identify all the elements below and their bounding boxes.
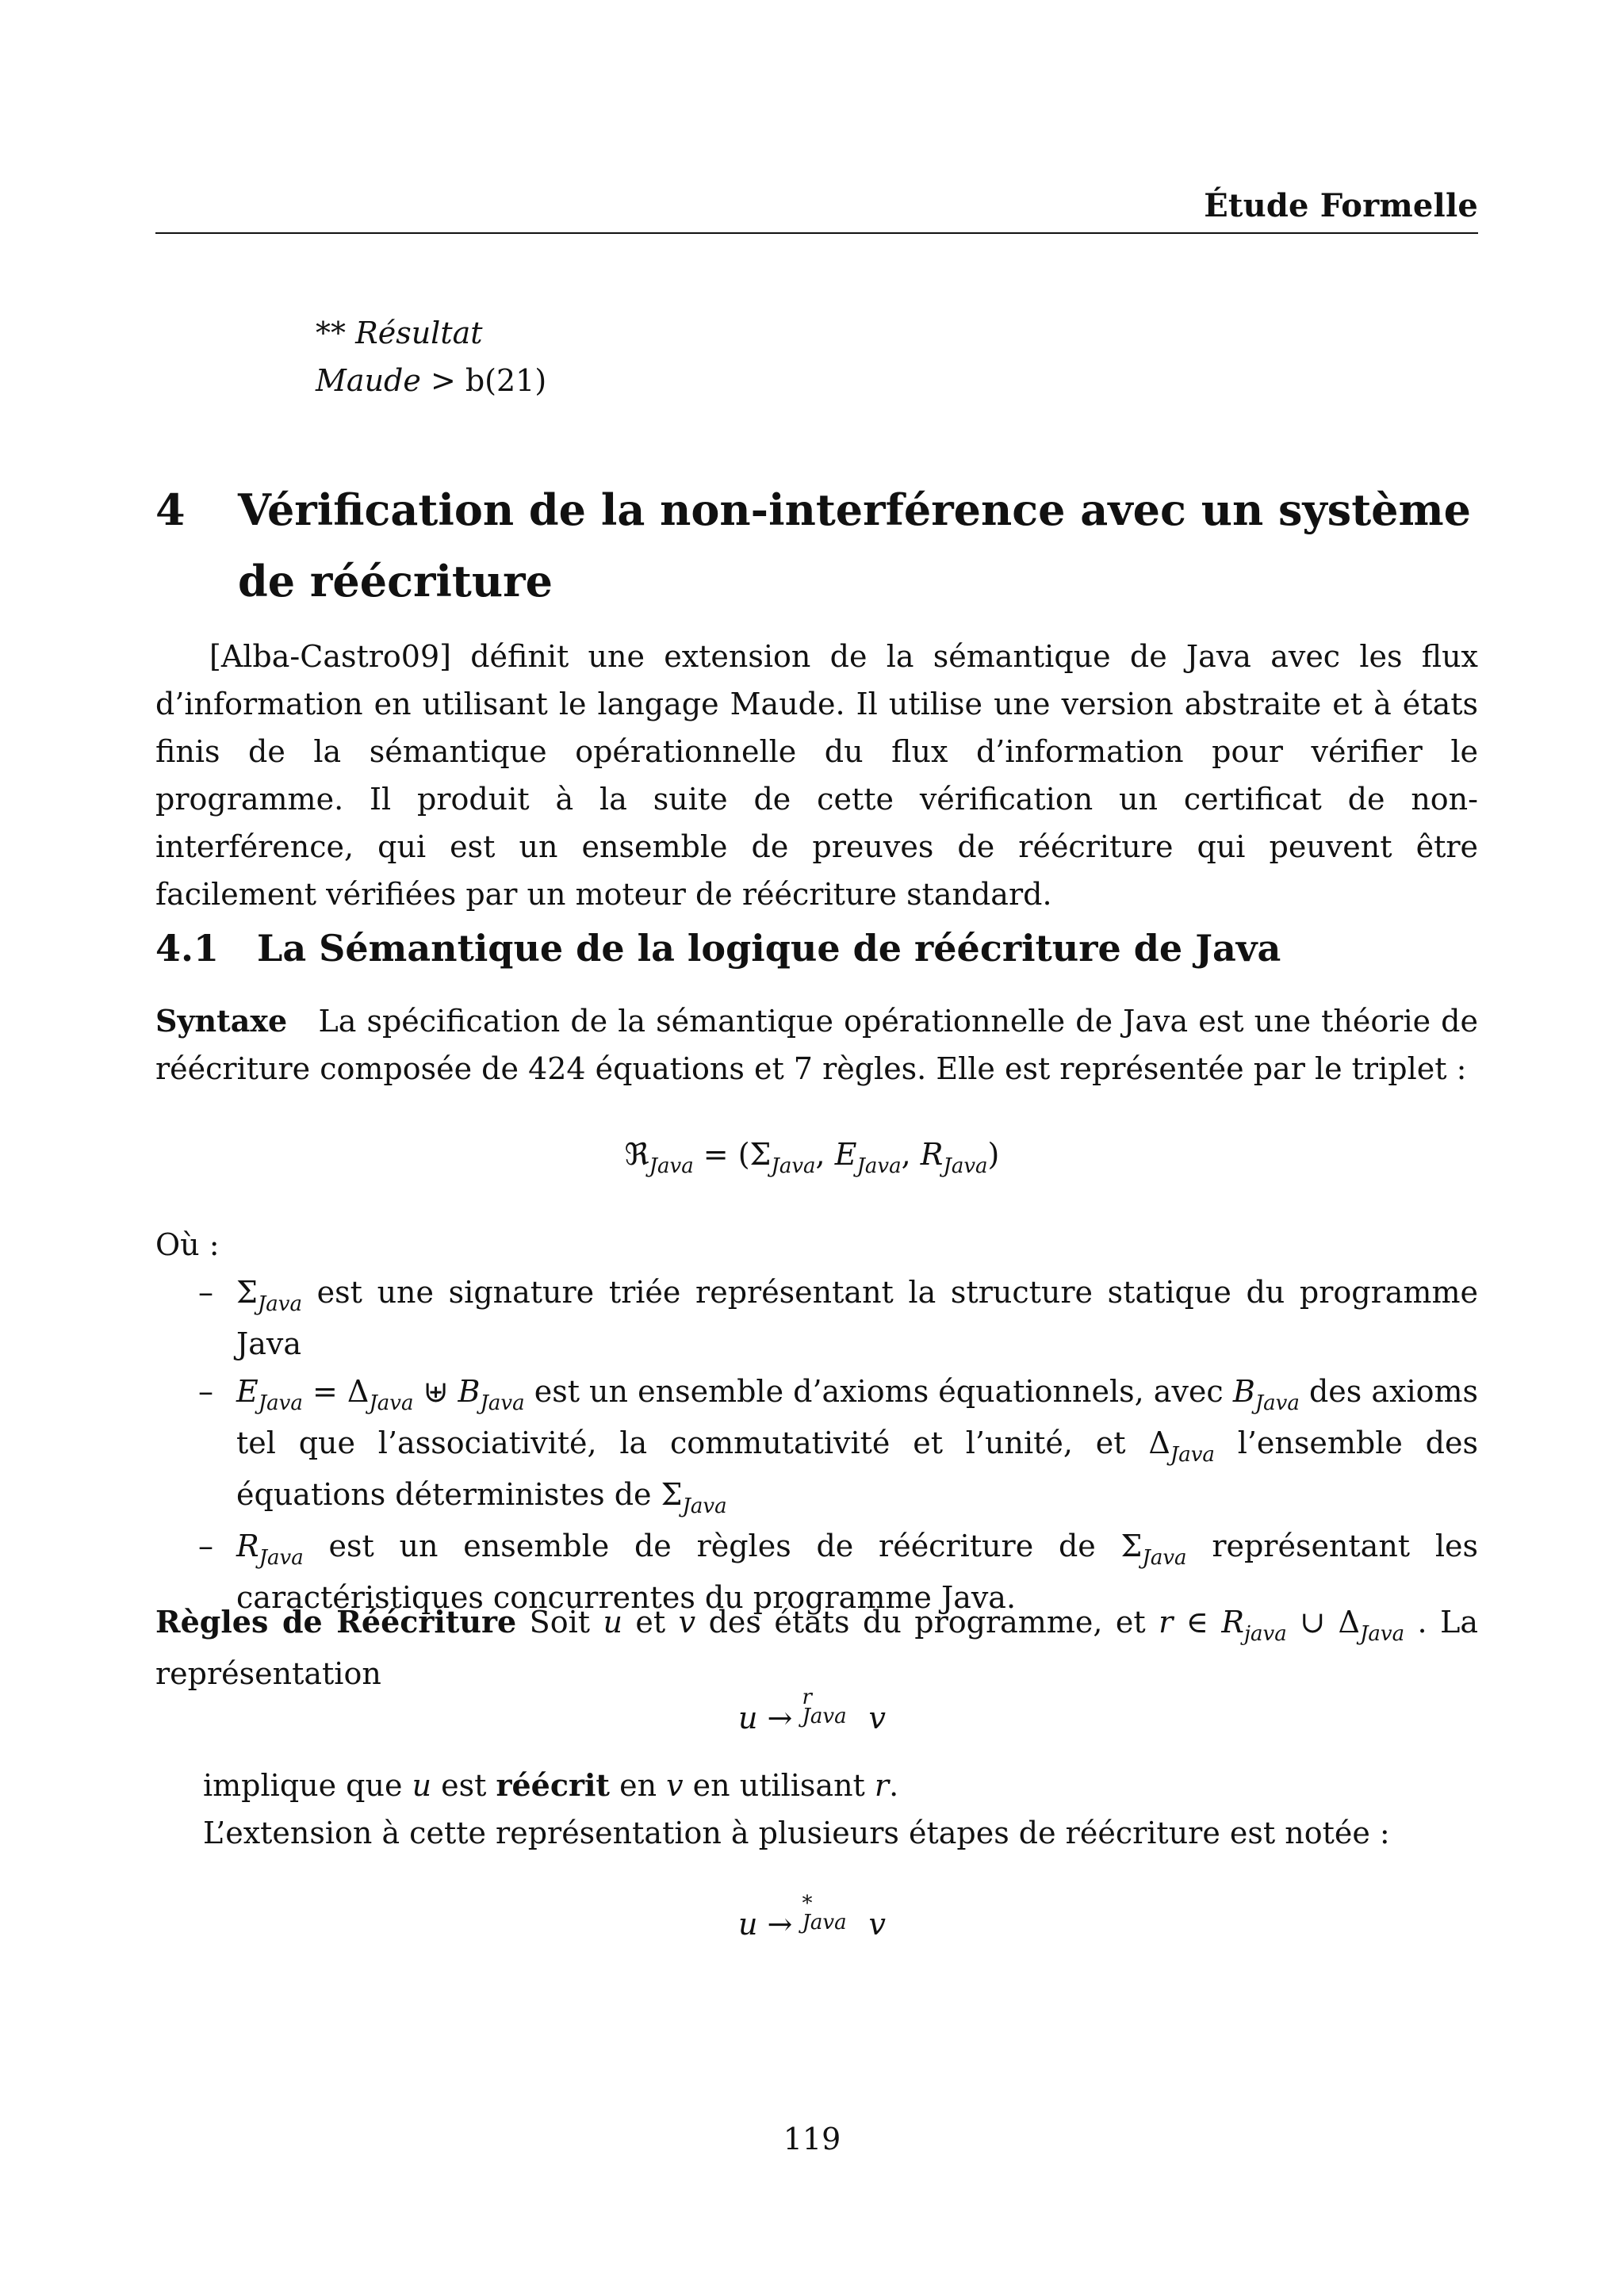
period: . <box>889 1768 899 1803</box>
item-text: des axioms tel que l’associativité, la commutativité et l’unité, et <box>236 1374 1479 1460</box>
subscript: Java <box>943 1154 988 1178</box>
v-symbol: v <box>666 1768 684 1803</box>
subscript: Java <box>1254 1391 1300 1415</box>
r-symbol: R <box>1221 1605 1244 1640</box>
ou-label: Où : <box>155 1227 220 1262</box>
list-item-sigma <box>155 1269 1478 1368</box>
item-text: est un ensemble de règles de réécriture de <box>303 1529 1121 1563</box>
rules-text: Soit <box>516 1605 603 1640</box>
item-text: est un ensemble d’axioms équationnels, avec <box>524 1374 1233 1409</box>
subscript: Java <box>802 1911 847 1934</box>
delta-symbol: Δ <box>1148 1425 1170 1460</box>
union-symbol: ∪ <box>1286 1605 1339 1640</box>
b-symbol: B <box>458 1374 481 1409</box>
equals: = <box>302 1374 347 1409</box>
u-symbol: u <box>737 1907 758 1942</box>
item-text: représentant les caractéristiques concurrentes du programme Java. <box>236 1529 1478 1615</box>
equals-open: = ( <box>693 1137 750 1172</box>
running-header: Étude Formelle <box>1204 187 1478 224</box>
syntaxe-text: La spécification de la sémantique opérationnelle de Java est une théorie de réécriture composée de 424 équations et 7 règles. Elle est représentée par le triplet : <box>155 1004 1478 1086</box>
sigma-symbol: Σ <box>749 1137 772 1172</box>
superscript: * <box>802 1892 813 1915</box>
arrow: → <box>757 1907 802 1942</box>
list-dash: – <box>198 1529 213 1563</box>
subsection-heading <box>155 924 1281 972</box>
comma: , <box>901 1137 921 1172</box>
rewrite-theory-symbol: ℜ <box>624 1137 649 1172</box>
section-number: 4 <box>155 484 186 535</box>
implies-text: implique que <box>203 1768 412 1803</box>
subsection-title: La Sémantique de la logique de réécriture de Java <box>257 927 1281 970</box>
u-symbol: u <box>412 1768 432 1803</box>
u-symbol: u <box>603 1605 622 1640</box>
superscript: r <box>802 1686 812 1709</box>
element-of-symbol: ∈ <box>1173 1605 1222 1640</box>
subscript: java <box>1243 1622 1287 1646</box>
r-symbol: r <box>874 1768 890 1803</box>
triplet-equation <box>0 1137 1624 1178</box>
uplus-symbol: ⊎ <box>413 1374 458 1409</box>
extension-line: L’extension à cette représentation à plusieurs étapes de réécriture est notée : <box>203 1816 1390 1850</box>
subscript: Java <box>771 1154 816 1178</box>
subsection-number: 4.1 <box>155 927 220 970</box>
r-symbol: R <box>236 1529 259 1563</box>
v-symbol: v <box>678 1605 696 1640</box>
implies-text: est <box>431 1768 496 1803</box>
comma: , <box>815 1137 835 1172</box>
header-rule <box>155 232 1478 234</box>
arrow-annotation <box>802 1892 859 1934</box>
subscript: Java <box>1359 1622 1405 1646</box>
intro-paragraph: [Alba-Castro09] définit une extension de la sémantique de Java avec les flux d’information en utilisant le langage Maude. Il utilise une version abstraite et à états finis de la sémantique opérationnelle du flux d’information pour vérifier le programme. Il produit à la suite de cette vérification un certificat de non-interférence, qui est un ensemble de preuves de réécriture qui peuvent être facilement vérifiées par un moteur de réécriture standard. <box>155 639 1478 912</box>
list-item-equations <box>155 1368 1478 1522</box>
result-stars: ** <box>316 316 356 350</box>
implies-line <box>203 1762 1478 1809</box>
subscript: Java <box>259 1546 304 1570</box>
delta-symbol: Δ <box>1338 1605 1360 1640</box>
definition-list <box>155 1269 1478 1621</box>
arrow: → <box>757 1701 802 1735</box>
syntaxe-paragraph <box>155 997 1478 1093</box>
v-symbol: v <box>868 1907 887 1942</box>
r-symbol: r <box>1159 1605 1174 1640</box>
u-symbol: u <box>737 1701 758 1735</box>
rules-label: Règles de Réécriture <box>155 1604 517 1640</box>
subscript: Java <box>802 1705 847 1728</box>
result-label: Résultat <box>355 316 483 350</box>
subscript: Java <box>649 1154 694 1178</box>
rules-text: et <box>622 1605 679 1640</box>
subscript: Java <box>856 1154 902 1178</box>
multi-step-rewrite <box>0 1892 1624 1942</box>
r-symbol: R <box>920 1137 944 1172</box>
page-number: 119 <box>783 2122 841 2156</box>
delta-symbol: Δ <box>347 1374 370 1409</box>
b-symbol: B <box>1232 1374 1255 1409</box>
e-symbol: E <box>834 1137 857 1172</box>
subscript: Java <box>258 1391 303 1415</box>
list-dash: – <box>198 1275 213 1310</box>
subscript: Java <box>1142 1546 1187 1570</box>
e-symbol: E <box>236 1374 259 1409</box>
result-line-2 <box>316 363 546 398</box>
subscript: Java <box>480 1391 525 1415</box>
implies-text: en utilisant <box>683 1768 875 1803</box>
close-paren: ) <box>987 1137 1000 1172</box>
item-text: est une signature triée représentant la structure statique du programme Java <box>236 1275 1478 1361</box>
maude-label: Maude <box>316 363 421 398</box>
sigma-symbol: Σ <box>661 1477 683 1512</box>
rules-paragraph <box>155 1598 1478 1697</box>
arrow-annotation <box>802 1686 859 1728</box>
subscript: Java <box>682 1494 727 1518</box>
result-line-1 <box>316 316 483 350</box>
item-text: l’ensemble des équations déterministes de <box>236 1425 1478 1512</box>
sigma-symbol: Σ <box>1120 1529 1143 1563</box>
section-title: Vérification de la non-interférence avec un système de réécriture <box>238 484 1472 607</box>
maude-output: > b(21) <box>420 363 547 398</box>
rules-text: des états du programme, et <box>695 1605 1159 1640</box>
list-dash: – <box>198 1374 213 1409</box>
sigma-symbol: Σ <box>236 1275 258 1310</box>
v-symbol: v <box>868 1701 887 1735</box>
implies-text: en <box>610 1768 667 1803</box>
syntaxe-label: Syntaxe <box>155 1003 288 1039</box>
single-step-rewrite <box>0 1686 1624 1735</box>
rules-text: . La représentation <box>155 1605 1478 1691</box>
subscript: Java <box>257 1292 302 1316</box>
subscript: Java <box>369 1391 414 1415</box>
rewritten-term: réécrit <box>496 1767 610 1803</box>
subscript: Java <box>1170 1443 1215 1467</box>
